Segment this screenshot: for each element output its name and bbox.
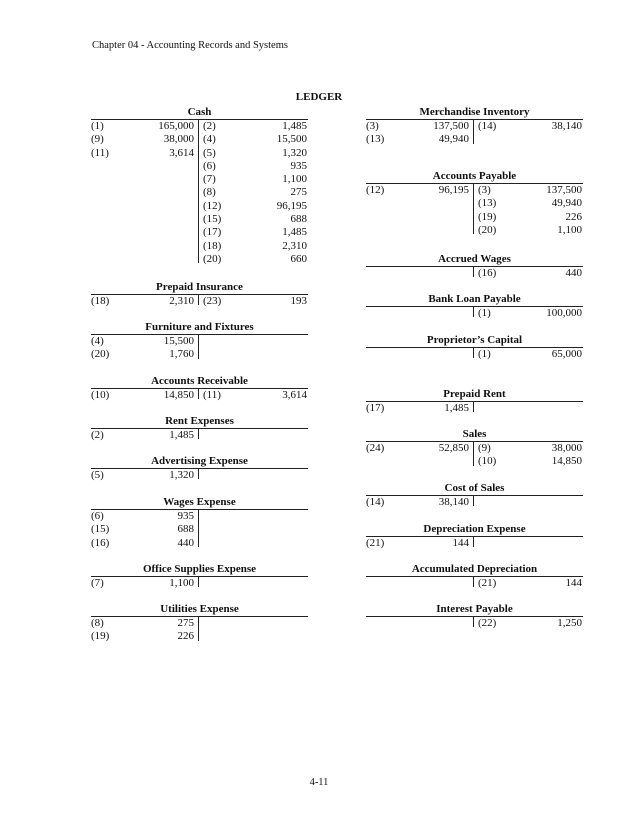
ledger-account xyxy=(91,603,308,645)
debit-amount: 165,000 xyxy=(158,120,194,132)
ledger-account xyxy=(91,281,308,309)
credit-amount: 137,500 xyxy=(546,184,582,196)
credit-ref: (20) xyxy=(478,223,497,236)
credit-amount: 1,100 xyxy=(557,223,582,236)
ledger-row xyxy=(366,442,583,455)
credit-ref: (16) xyxy=(478,267,497,279)
account-title: Accounts Receivable xyxy=(91,375,308,389)
credit-ref: (8) xyxy=(203,186,216,199)
debit-amount: 49,940 xyxy=(438,133,469,146)
ledger-account xyxy=(366,428,583,470)
ledger-account xyxy=(366,170,583,238)
credit-ref: (11) xyxy=(203,389,221,401)
ledger-row xyxy=(91,226,308,239)
debit-amount: 1,760 xyxy=(169,348,194,361)
ledger-row xyxy=(91,186,308,199)
debit-amount: 275 xyxy=(177,617,194,629)
account-title: Prepaid Rent xyxy=(366,388,583,402)
account-title: Accrued Wages xyxy=(366,253,583,267)
account-title: Merchandise Inventory xyxy=(366,106,583,120)
debit-ref: (7) xyxy=(91,577,104,589)
ledger-row xyxy=(91,335,308,348)
credit-amount: 440 xyxy=(565,267,582,279)
ledger-row xyxy=(366,224,583,237)
ledger-account xyxy=(91,496,308,551)
account-title: Depreciation Expense xyxy=(366,523,583,537)
credit-ref: (21) xyxy=(478,577,497,589)
ledger-row xyxy=(366,307,583,320)
debit-amount: 137,500 xyxy=(433,120,469,132)
debit-amount: 226 xyxy=(177,630,194,643)
credit-amount: 193 xyxy=(290,295,307,307)
credit-ref: (13) xyxy=(478,197,497,210)
account-title: Accumulated Depreciation xyxy=(366,563,583,577)
debit-ref: (12) xyxy=(366,184,385,196)
account-title: Cash xyxy=(91,106,308,120)
debit-ref: (5) xyxy=(91,469,104,481)
ledger-title: LEDGER xyxy=(295,91,343,103)
ledger-account xyxy=(91,375,308,403)
credit-ref: (7) xyxy=(203,173,216,186)
credit-ref: (2) xyxy=(203,120,216,132)
ledger-row xyxy=(366,537,583,550)
ledger-row xyxy=(366,197,583,210)
credit-amount: 14,850 xyxy=(551,455,582,468)
ledger-account xyxy=(366,603,583,631)
account-title: Advertising Expense xyxy=(91,455,308,469)
debit-ref: (2) xyxy=(91,429,104,441)
debit-amount: 38,000 xyxy=(163,133,194,146)
ledger-account xyxy=(91,321,308,363)
account-title: Wages Expense xyxy=(91,496,308,510)
ledger-row xyxy=(366,267,583,280)
ledger-account xyxy=(366,388,583,416)
ledger-row xyxy=(366,617,583,630)
account-title: Office Supplies Expense xyxy=(91,563,308,577)
ledger-row xyxy=(366,455,583,468)
ledger-account xyxy=(366,253,583,281)
chapter-header: Chapter 04 - Accounting Records and Systems xyxy=(92,40,288,51)
account-title: Utilities Expense xyxy=(91,603,308,617)
credit-amount: 226 xyxy=(565,210,582,223)
debit-ref: (17) xyxy=(366,402,385,414)
ledger-account xyxy=(366,293,583,321)
credit-amount: 935 xyxy=(290,159,307,172)
ledger-account xyxy=(366,563,583,591)
ledger-row xyxy=(91,173,308,186)
credit-ref: (14) xyxy=(478,120,497,132)
ledger-row xyxy=(91,348,308,361)
debit-ref: (11) xyxy=(91,146,109,159)
credit-amount: 660 xyxy=(290,252,307,265)
credit-ref: (18) xyxy=(203,239,222,252)
debit-ref: (4) xyxy=(91,335,104,347)
ledger-row xyxy=(91,523,308,536)
debit-amount: 3,614 xyxy=(169,146,194,159)
ledger-account xyxy=(91,106,308,267)
ledger-row xyxy=(91,253,308,266)
debit-amount: 14,850 xyxy=(163,389,194,401)
ledger-row xyxy=(91,120,308,133)
credit-amount: 1,485 xyxy=(282,120,307,132)
credit-amount: 1,100 xyxy=(282,173,307,186)
account-title: Prepaid Insurance xyxy=(91,281,308,295)
ledger-account xyxy=(366,106,583,148)
credit-ref: (12) xyxy=(203,199,222,212)
account-title: Sales xyxy=(366,428,583,442)
ledger-row xyxy=(366,402,583,415)
ledger-account xyxy=(91,563,308,591)
account-title: Interest Payable xyxy=(366,603,583,617)
ledger-account xyxy=(91,415,308,443)
debit-ref: (1) xyxy=(91,120,104,132)
credit-ref: (15) xyxy=(203,213,222,226)
debit-ref: (24) xyxy=(366,442,385,454)
credit-ref: (22) xyxy=(478,617,497,629)
ledger-row xyxy=(91,160,308,173)
debit-ref: (16) xyxy=(91,536,110,549)
ledger-row xyxy=(91,295,308,308)
credit-ref: (5) xyxy=(203,146,216,159)
ledger-row xyxy=(91,389,308,402)
debit-ref: (21) xyxy=(366,537,385,549)
account-title: Cost of Sales xyxy=(366,482,583,496)
debit-amount: 935 xyxy=(177,510,194,522)
debit-ref: (20) xyxy=(91,348,110,361)
ledger-row xyxy=(366,496,583,509)
credit-amount: 15,500 xyxy=(276,133,307,146)
ledger-row xyxy=(91,240,308,253)
ledger-row xyxy=(91,213,308,226)
ledger-row xyxy=(91,429,308,442)
debit-amount: 15,500 xyxy=(163,335,194,347)
debit-amount: 688 xyxy=(177,523,194,536)
ledger-account xyxy=(366,523,583,551)
credit-ref: (9) xyxy=(478,442,491,454)
ledger-row xyxy=(91,617,308,630)
debit-ref: (13) xyxy=(366,133,385,146)
debit-amount: 2,310 xyxy=(169,295,194,307)
credit-amount: 1,320 xyxy=(282,146,307,159)
ledger-row xyxy=(366,120,583,133)
credit-amount: 49,940 xyxy=(551,197,582,210)
credit-amount: 2,310 xyxy=(282,239,307,252)
debit-ref: (19) xyxy=(91,630,110,643)
debit-ref: (9) xyxy=(91,133,104,146)
debit-amount: 144 xyxy=(452,537,469,549)
ledger-account xyxy=(366,334,583,362)
debit-ref: (6) xyxy=(91,510,104,522)
credit-ref: (20) xyxy=(203,252,222,265)
credit-ref: (1) xyxy=(478,307,491,319)
credit-ref: (10) xyxy=(478,455,497,468)
debit-amount: 1,100 xyxy=(169,577,194,589)
debit-amount: 440 xyxy=(177,536,194,549)
credit-ref: (23) xyxy=(203,295,222,307)
credit-ref: (17) xyxy=(203,226,222,239)
ledger-account xyxy=(91,455,308,483)
page-number: 4-11 xyxy=(309,777,329,788)
debit-ref: (3) xyxy=(366,120,379,132)
debit-ref: (18) xyxy=(91,295,110,307)
credit-ref: (1) xyxy=(478,348,491,360)
credit-amount: 275 xyxy=(290,186,307,199)
account-title: Proprietor’s Capital xyxy=(366,334,583,348)
credit-ref: (3) xyxy=(478,184,491,196)
ledger-row xyxy=(91,147,308,160)
ledger-row xyxy=(366,211,583,224)
ledger-account xyxy=(366,482,583,510)
ledger-row xyxy=(366,577,583,590)
debit-ref: (10) xyxy=(91,389,110,401)
credit-amount: 38,000 xyxy=(551,442,582,454)
account-title: Bank Loan Payable xyxy=(366,293,583,307)
credit-amount: 1,485 xyxy=(282,226,307,239)
debit-amount: 1,485 xyxy=(444,402,469,414)
ledger-row xyxy=(366,184,583,197)
account-title: Accounts Payable xyxy=(366,170,583,184)
ledger-row xyxy=(91,630,308,643)
debit-ref: (8) xyxy=(91,617,104,629)
account-title: Furniture and Fixtures xyxy=(91,321,308,335)
ledger-row xyxy=(366,348,583,361)
ledger-row xyxy=(91,200,308,213)
ledger-row xyxy=(91,469,308,482)
debit-amount: 1,320 xyxy=(169,469,194,481)
credit-amount: 688 xyxy=(290,213,307,226)
credit-amount: 3,614 xyxy=(282,389,307,401)
ledger-row xyxy=(91,537,308,550)
ledger-row xyxy=(91,577,308,590)
debit-amount: 96,195 xyxy=(438,184,469,196)
ledger-row xyxy=(91,133,308,146)
credit-amount: 144 xyxy=(565,577,582,589)
debit-amount: 1,485 xyxy=(169,429,194,441)
credit-ref: (19) xyxy=(478,210,497,223)
ledger-row xyxy=(91,510,308,523)
debit-amount: 38,140 xyxy=(438,496,469,508)
credit-ref: (4) xyxy=(203,133,216,146)
credit-amount: 1,250 xyxy=(557,617,582,629)
credit-amount: 65,000 xyxy=(551,348,582,360)
debit-amount: 52,850 xyxy=(438,442,469,454)
credit-amount: 96,195 xyxy=(276,199,307,212)
account-title: Rent Expenses xyxy=(91,415,308,429)
ledger-row xyxy=(366,133,583,146)
credit-amount: 100,000 xyxy=(546,307,582,319)
debit-ref: (14) xyxy=(366,496,385,508)
debit-ref: (15) xyxy=(91,523,110,536)
credit-amount: 38,140 xyxy=(551,120,582,132)
credit-ref: (6) xyxy=(203,159,216,172)
